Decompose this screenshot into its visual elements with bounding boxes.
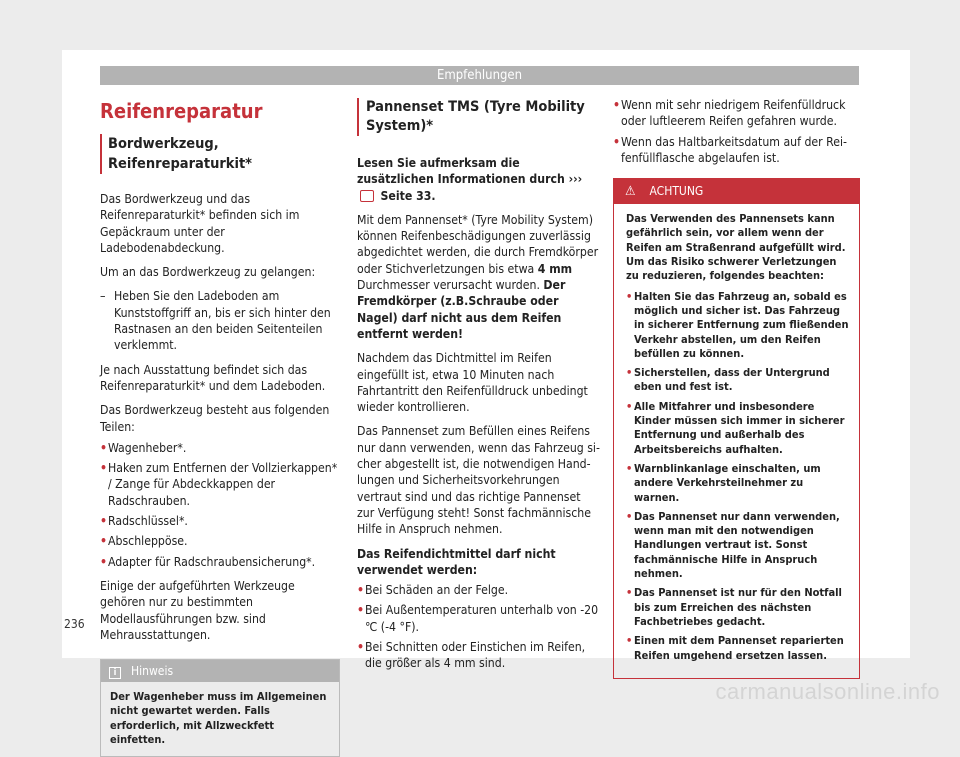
warning-body	[614, 204, 859, 678]
book-icon	[360, 190, 374, 202]
list-item: • Einen mit dem Pannenset reparierten Reifen umgehend ersetzen lassen.	[626, 634, 851, 663]
list-item: • Bei Außentemperaturen unterhalb von -20 ℃ (-4 °F).	[357, 602, 600, 635]
list-item: • Warnblinkanlage einschalten, um andere Verkehrsteilnehmer zu warnen.	[626, 462, 851, 505]
list-item: • Radschlüssel*.	[100, 513, 340, 529]
list-item: • Adapter für Radschraubensicherung*.	[100, 554, 340, 570]
column-1	[100, 97, 340, 757]
hint-box	[100, 659, 340, 757]
list-item: • Das Pannenset ist nur für den Notfall bis zum Erreichen des nächsten Fachbetriebes gedacht.	[626, 586, 851, 629]
list-item: • Abschleppöse.	[100, 533, 340, 549]
page-reference[interactable]: Seite 33.	[380, 188, 436, 203]
list-item: • Halten Sie das Fahrzeug an, sobald es möglich und sicher ist. Das Fahrzeug in sicherer Entfernung zum fließenden Verkehr abstellen, um den Reifen befüllen zu können.	[626, 290, 851, 361]
list-item: • Haken zum Entfernen der Vollzierkappen* / Zange für Abdeckkappen der Radschrauben.	[100, 460, 340, 509]
hint-label: Hinweis	[131, 664, 174, 679]
step-list	[100, 288, 340, 353]
paragraph-heading	[357, 546, 600, 579]
warning-triangle-icon: ⚠	[625, 184, 636, 200]
step-item: – Heben Sie den Ladeboden am Kunststoffgriff an, bis er sich hinter den Rastnasen an den beiden Seitenteilen verklemmt.	[100, 288, 340, 353]
list-item: • Bei Schnitten oder Einstichen im Reifen, die größer als 4 mm sind.	[357, 639, 600, 672]
list-item: • Das Pannenset nur dann verwenden, wenn man mit den notwendigen Handlungen vertraut ist. Sonst fachmännische Hilfe in Anspruch nehmen.	[626, 510, 851, 581]
intro-paragraph	[357, 155, 600, 204]
paragraph: Das Bordwerkzeug und das Reifenreparaturkit* befinden sich im Gepäckraum unter der Ladebodenabdeckung.	[100, 192, 300, 255]
section-subtitle: Bordwerkzeug, Reifenreparaturkit*	[100, 134, 340, 174]
paragraph: Um an das Bordwerkzeug zu gelangen:	[100, 265, 316, 280]
size-value: 4 mm	[537, 261, 573, 276]
list-item: • Wenn das Haltbarkeitsdatum auf der Reifenfüllflasche abgelaufen ist.	[613, 134, 860, 167]
hint-header	[101, 660, 339, 682]
info-icon: i	[109, 667, 121, 679]
hint-text: Der Wagenheber muss im Allgemeinen nicht gewartet werden. Falls erforderlich, mit Allzweckfett einfetten.	[110, 690, 327, 747]
paragraph	[357, 212, 600, 342]
intro-bold: Lesen Sie aufmerksam die zusätzlichen Informationen durch ›››	[357, 156, 583, 187]
warning-list	[626, 290, 851, 663]
text: Durchmesser verursacht wurden.	[357, 278, 544, 293]
warning-label: ACHTUNG	[649, 184, 704, 199]
section-title: Pannenset TMS (Tyre Mobility System)*	[357, 98, 600, 136]
paragraph: Das Pannenset zum Befüllen eines Reifens nur dann verwenden, wenn das Fahrzeug sicher abgestellt ist, die notwendigen Handlungen und Sicherheitsvorkehrungen vertraut sind und das richtige Pannenset zur Verfügung steht! Sonst fachmännische Hilfe in Anspruch nehmen.	[357, 424, 600, 537]
paragraph: Je nach Ausstattung befindet sich das Reifenreparaturkit* und dem Ladeboden.	[100, 362, 326, 393]
watermark: carmanualsonline.info	[715, 679, 940, 704]
column-3	[613, 97, 860, 679]
column-2	[357, 97, 600, 680]
page-number: 236	[64, 617, 85, 631]
warning-box	[613, 178, 860, 679]
condition-list-continued	[613, 97, 860, 166]
list-item: • Bei Schäden an der Felge.	[357, 582, 600, 598]
list-item: • Wenn mit sehr niedrigem Reifenfülldruck oder luftleerem Reifen gefahren wurde.	[613, 97, 860, 130]
section-header-bar: Empfehlungen	[100, 66, 859, 85]
page-title: Reifenreparatur	[100, 99, 263, 123]
paragraph: Das Bordwerkzeug besteht aus folgenden Teilen:	[100, 403, 330, 434]
list-item: • Sicherstellen, dass der Untergrund eben und fest ist.	[626, 366, 851, 395]
paragraph: Einige der aufgeführten Werkzeuge gehören nur zu bestimmten Modellausführungen bzw. sind Mehrausstattungen.	[100, 578, 295, 642]
text: Mit dem Pannenset* (Tyre Mobility System) können Reifenbeschädigungen zuverlässig abgedichtet werden, die durch Fremdkörper oder Stichverletzungen bis etwa	[357, 212, 599, 276]
list-item: • Wagenheber*.	[100, 440, 340, 456]
paragraph: Nachdem das Dichtmittel im Reifen eingefüllt ist, etwa 10 Minuten nach Fahrtantritt den Reifenfülldruck unbedingt wieder kontrollieren.	[357, 351, 588, 415]
text: Das Reifendichtmittel darf nicht verwendet werden:	[357, 546, 556, 577]
warning-intro: Das Verwenden des Pannensets kann gefährlich sein, vor allem wenn der Reifen am Straßenrand aufgefüllt wird. Um das Risiko schwerer Verletzungen zu reduzieren, folgendes beachten:	[626, 212, 846, 283]
list-item: • Alle Mitfahrer und insbesondere Kinder müssen sich immer in sicherer Entfernung und außerhalb des Arbeitsbereichs aufhalten.	[626, 400, 851, 457]
tool-list	[100, 440, 340, 570]
warning-header	[614, 179, 859, 204]
condition-list	[357, 582, 600, 671]
warning-text: Der Fremdkörper (z.B.Schraube oder Nagel) darf nicht aus dem Reifen entfernt werden!	[357, 278, 566, 341]
